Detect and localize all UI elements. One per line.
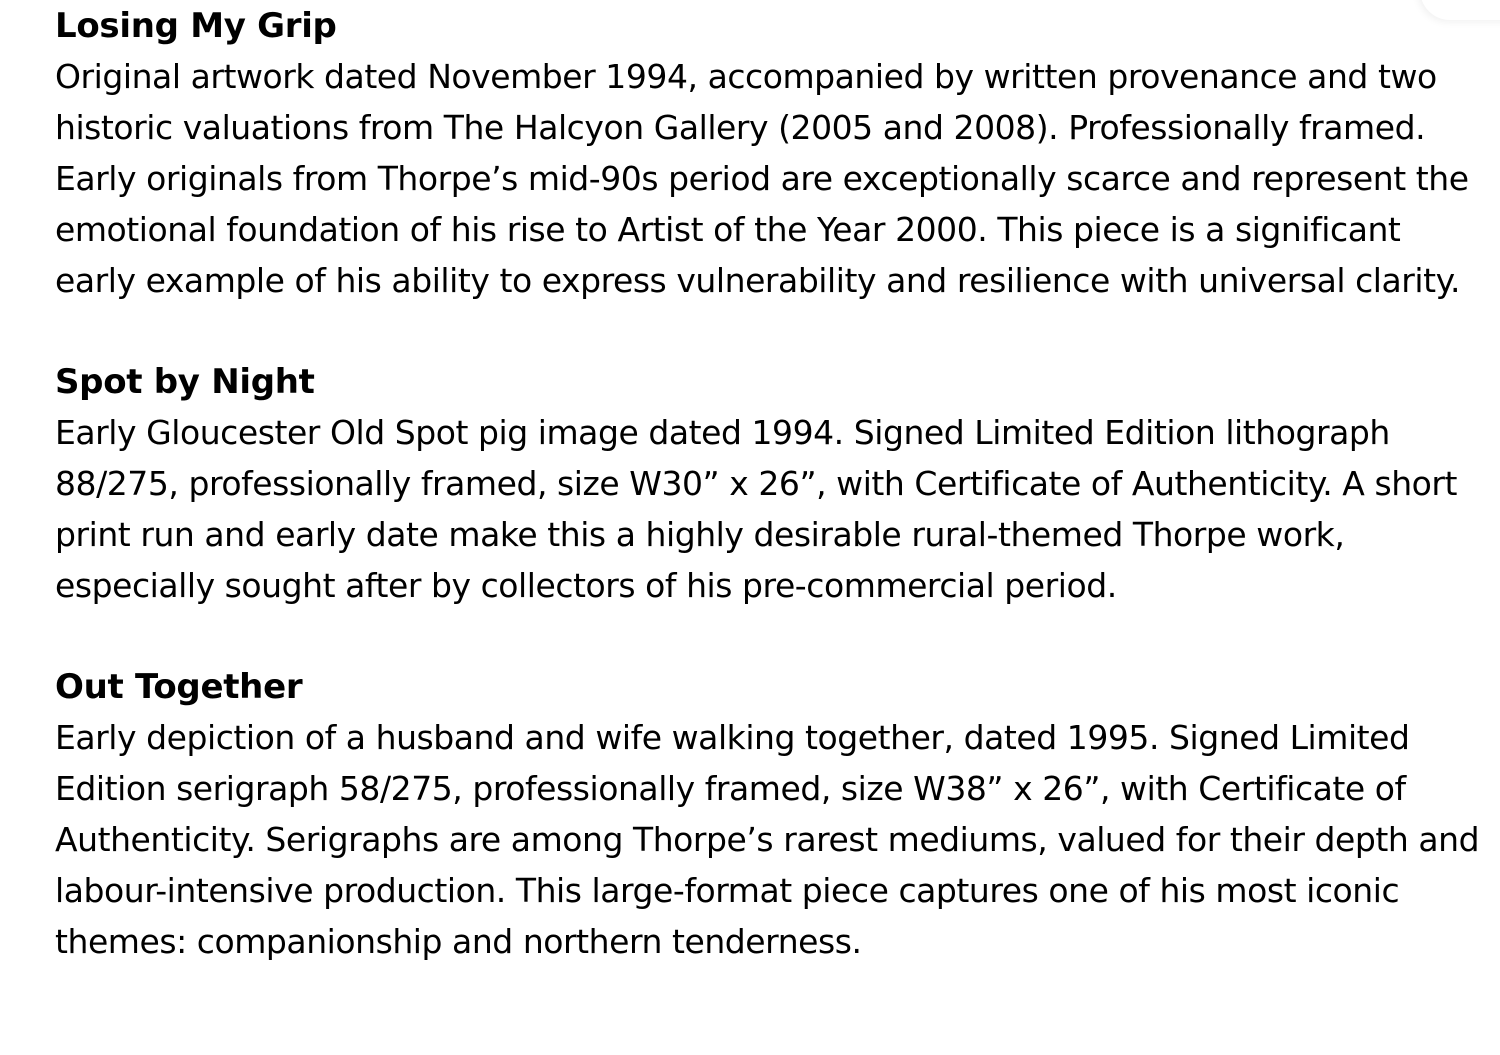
artwork-description: Early Gloucester Old Spot pig image dated 1994. Signed Limited Edition lithograph 88/275, professionally framed, size W30” x 26”, with Certificate of Authenticity. A short print run and early date make this a highly desirable rural-themed Thorpe work, especially sought after by collectors of his pre-commercial period.: [55, 413, 1458, 605]
artwork-title: Spot by Night: [55, 362, 315, 402]
artwork-description: Original artwork dated November 1994, accompanied by written provenance and two historic valuations from The Halcyon Gallery (2005 and 2008). Professionally framed. Early originals from Thorpe’s mid-90s period are exceptionally scarce and represent the emotional foundation of his rise to Artist of the Year 2000. This piece is a significant early example of his ability to express vulnerability and resilience with universal clarity.: [55, 57, 1469, 300]
artwork-title: Out Together: [55, 667, 303, 707]
artwork-description: Early depiction of a husband and wife walking together, dated 1995. Signed Limited Edition serigraph 58/275, professionally framed, size W38” x 26”, with Certificate of Authenticity. Serigraphs are among Thorpe’s rarest mediums, valued for their depth and labour-intensive production. This large-format piece captures one of his most iconic themes: companionship and northern tenderness.: [55, 718, 1480, 961]
artwork-entry-out-together: [55, 661, 1480, 967]
artwork-entry-spot-by-night: [55, 356, 1480, 611]
document: [55, 0, 1480, 967]
artwork-entry-losing-my-grip: [55, 0, 1480, 306]
artwork-title: Losing My Grip: [55, 6, 337, 46]
